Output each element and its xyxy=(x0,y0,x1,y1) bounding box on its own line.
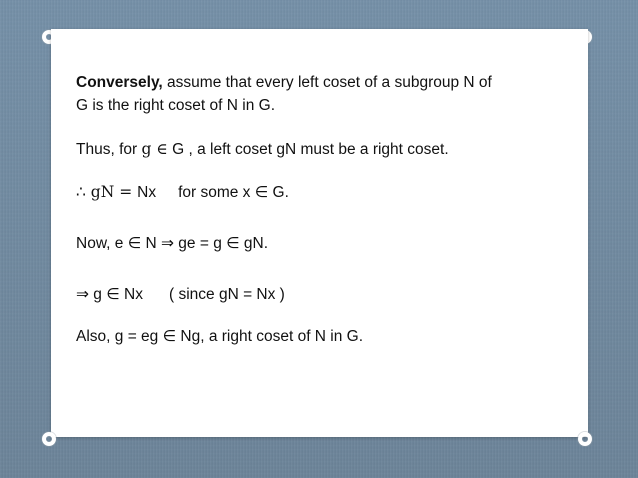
card-pin-bottom-left xyxy=(42,432,56,446)
text-line-therefore xyxy=(76,183,289,202)
implies-right: ( since gN = Nx ) xyxy=(168,286,285,303)
therefore-nx: Nx xyxy=(137,184,157,201)
text-line-thus xyxy=(76,140,449,159)
text-line-also xyxy=(76,327,363,346)
now-text: Now, e ∈ N ⇒ ge = g ∈ gN. xyxy=(76,235,269,252)
also-text: Also, g = eg ∈ Ng, a right coset of N in G. xyxy=(76,328,364,345)
conversely-bold: Conversely, xyxy=(76,74,163,91)
conversely-rest: assume that every left coset of a subgroup N of xyxy=(162,74,492,91)
text-line-conversely xyxy=(76,73,492,92)
right-coset-text: G is the right coset of N in G. xyxy=(76,97,275,114)
thus-post: G , a left coset gN must be a right coset. xyxy=(167,141,449,158)
text-line-right-coset xyxy=(76,96,275,115)
card-pin-bottom-right xyxy=(578,432,592,446)
therefore-rest: for some x ∈ G. xyxy=(178,184,289,201)
therefore-math: ∴ gN = xyxy=(76,183,138,201)
text-line-implies xyxy=(76,285,285,304)
thus-pre: Thus, for xyxy=(76,141,142,158)
thus-math: g ∈ xyxy=(141,140,168,158)
implies-left: ⇒ g ∈ Nx xyxy=(76,286,143,303)
text-line-now xyxy=(76,234,268,253)
